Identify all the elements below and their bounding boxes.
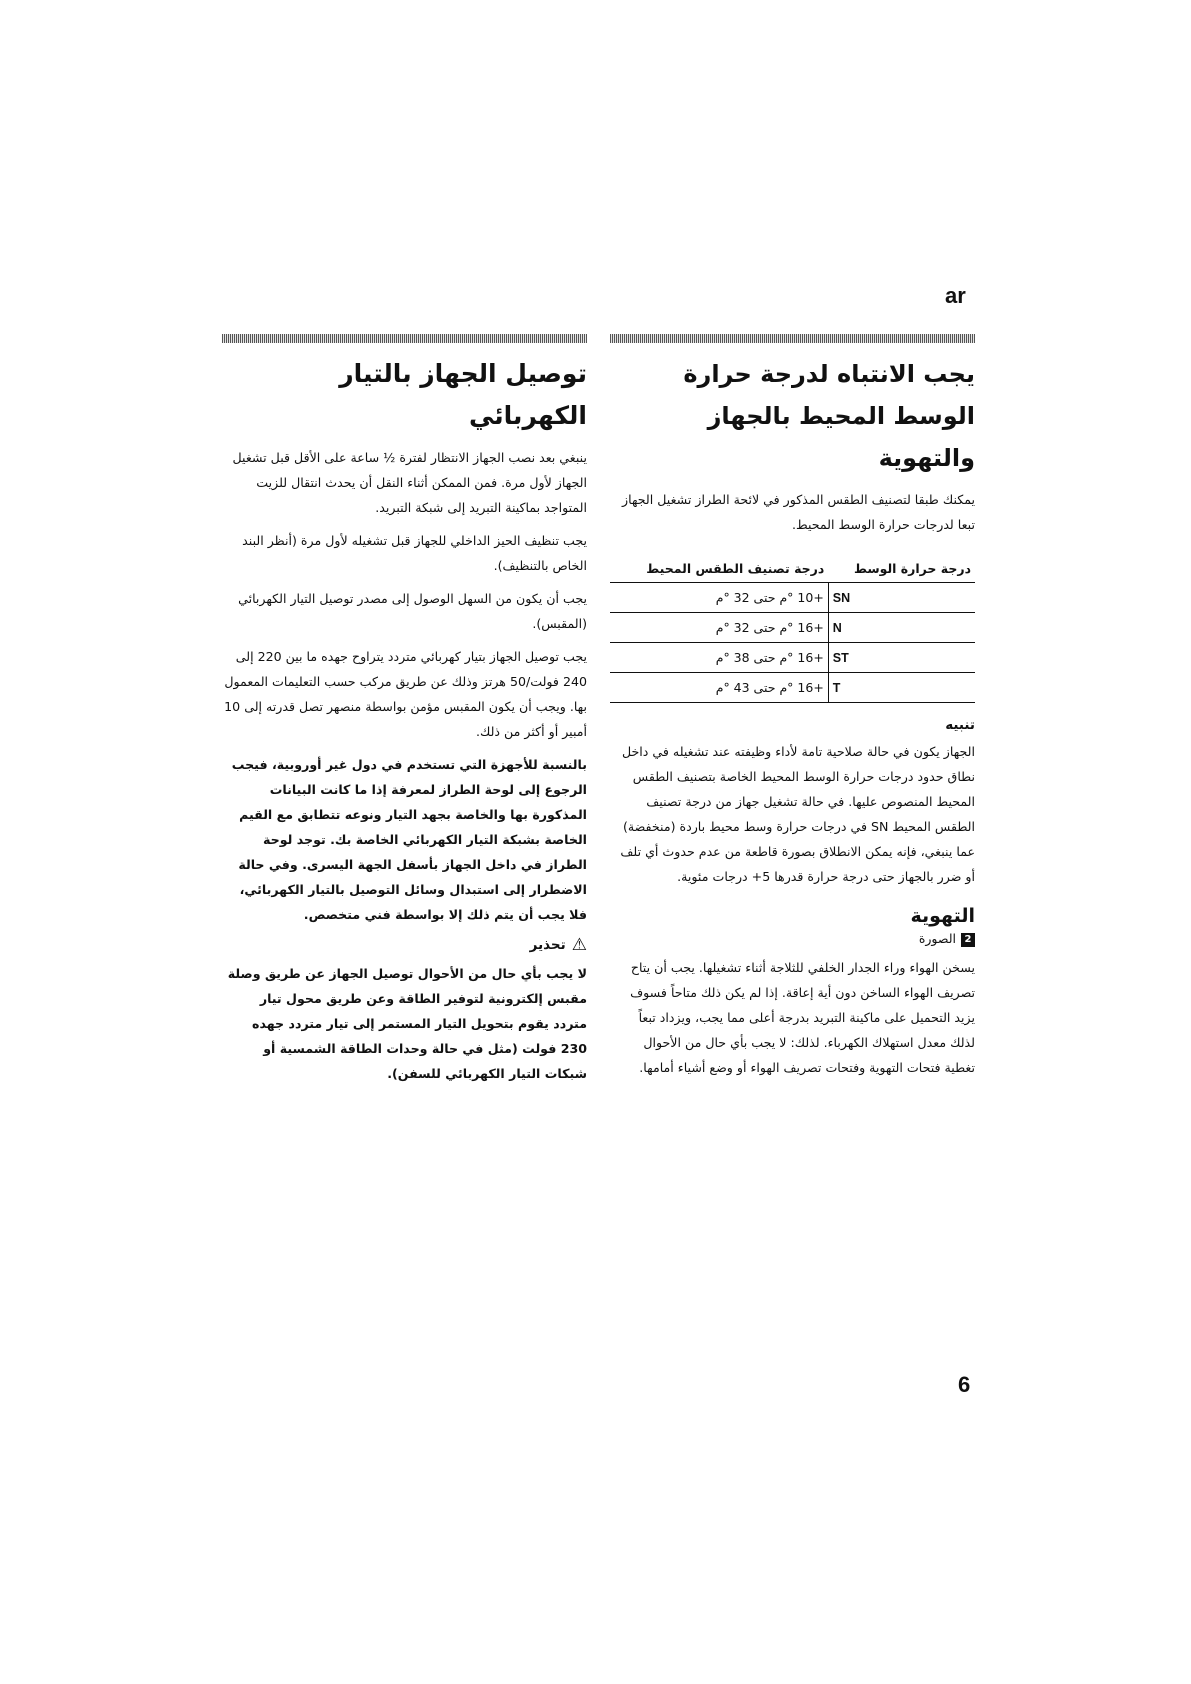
section-electrical-connection <box>222 334 587 1094</box>
warning-text: لا يجب بأي حال من الأحوال توصيل الجهاز عن طريق وصلة مقبس إلكترونية لتوفير الطاقة وعن طريق محول تيار متردد يقوم بتحويل التيار المستمر إلى تيار متردد جهده 230 فولت (مثل في حالة وحدات الطاقة الشمسية أو شبكات التيار الكهربائي للسفن). <box>227 966 587 1081</box>
ventilation-heading: التهوية <box>910 905 975 927</box>
figure-reference <box>610 931 975 947</box>
table-header-range: درجة تصنيف الطقس المحيط <box>610 555 828 583</box>
section-divider <box>610 334 975 343</box>
climate-class-cell: ST <box>828 643 975 673</box>
warning-heading <box>222 935 587 955</box>
figure-number-badge: 2 <box>961 933 975 947</box>
climate-class-table <box>610 555 975 703</box>
language-code: ar <box>945 283 966 308</box>
figure-label: الصورة <box>918 931 956 946</box>
climate-class-cell: N <box>828 613 975 643</box>
paragraph-clean-interior: يجب تنظيف الحيز الداخلي للجهاز قبل تشغيله لأول مرة (أنظر البند الخاص بالتنظيف). <box>242 533 587 573</box>
table-header-class: درجة حرارة الوسط <box>828 555 975 583</box>
section-divider <box>222 334 587 343</box>
section-ambient-temperature <box>610 334 975 1088</box>
paragraph-non-european-devices: بالنسبة للأجهزة التي تستخدم في دول غير أوروبية، فيجب الرجوع إلى لوحة الطراز لمعرفة إذا ما كانت البيانات المذكورة بها والخاصة بجهد التيار ونوعه تتطابق مع القيم الخاصة بشبكة التيار الكهربائي الخاصة بك. توجد لوحة الطراز في داخل الجهاز بأسفل الجهة اليسرى. وفي حالة الاضطرار إلى استبدال وسائل التوصيل بالتيار الكهربائي، فلا يجب أن يتم ذلك إلا بواسطة فني متخصص. <box>231 757 587 922</box>
page-number: 6 <box>958 1372 971 1397</box>
table-row <box>610 583 975 613</box>
notice-text: الجهاز يكون في حالة صلاحية تامة لأداء وظيفته عند تشغيله في داخل نطاق حدود درجات حرارة الوسط المحيط الخاصة بتصنيف الطقس المحيط المنصوص عليها. في حالة تشغيل جهاز من درجة تصنيف الطقس المحيط SN في درجات حرارة وسط محيط باردة (منخفضة) عما ينبغي، فإنه يمكن الانطلاق بصورة قاطعة من عدم حدوث أي تلف أو ضرر بالجهاز حتى درجة حرارة قدرها 5+ درجات مئوية. <box>620 744 975 884</box>
temperature-range-cell: +10 °م حتى 32 °م <box>610 583 828 613</box>
climate-intro-text: يمكنك طبقا لتصنيف الطقس المذكور في لائحة الطراز تشغيل الجهاز تبعا لدرجات حرارة الوسط المحيط. <box>622 492 975 532</box>
heading-electrical-connection: توصيل الجهاز بالتيار الكهربائي <box>339 359 587 430</box>
temperature-range-cell: +16 °م حتى 32 °م <box>610 613 828 643</box>
temperature-range-cell: +16 °م حتى 38 °م <box>610 643 828 673</box>
heading-ambient-temperature: يجب الانتباه لدرجة حرارة الوسط المحيط بالجهاز والتهوية <box>683 360 975 472</box>
climate-class-cell: SN <box>828 583 975 613</box>
ventilation-text: يسخن الهواء وراء الجدار الخلفي للثلاجة أثناء تشغيلها. يجب أن يتاح تصريف الهواء الساخن دون أية إعاقة. إذا لم يكن ذلك متاحاً فسوف يزيد التحميل على ماكينة التبريد بدرجة أعلى مما يجب، ويزداد تبعاً لذلك معدل استهلاك الكهرباء. لذلك: لا يجب بأي حال من الأحوال تغطية فتحات التهوية وفتحات تصريف الهواء أو وضع أشياء أمامها. <box>630 959 975 1075</box>
climate-class-cell: T <box>828 673 975 703</box>
table-row <box>610 613 975 643</box>
table-row <box>610 673 975 703</box>
notice-title: تنبيه <box>945 717 975 733</box>
temperature-range-cell: +16 °م حتى 43 °م <box>610 673 828 703</box>
paragraph-socket-access: يجب أن يكون من السهل الوصول إلى مصدر توصيل التيار الكهربائي (المقبس). <box>238 591 587 631</box>
paragraph-wait-before-use: ينبغي بعد نصب الجهاز الانتظار لفترة ½ ساعة على الأقل قبل تشغيل الجهاز لأول مرة. فمن الممكن أثناء النقل أن يحدث انتقال للزيت المتواجد بماكينة التبريد إلى شبكة التبريد. <box>232 450 587 515</box>
paragraph-voltage-requirements: يجب توصيل الجهاز بتيار كهربائي متردد يتراوح جهده ما بين 220 إلى 240 فولت/50 هرتز وذلك عن طريق مركب حسب التعليمات المعمول بها. ويجب أن يكون المقبس مؤمن بواسطة منصهر تصل قدرته إلى 10 أمبير أو أكثر من ذلك. <box>224 649 587 739</box>
warning-triangle-icon: ⚠ <box>571 935 587 955</box>
warning-title: تحذير <box>529 937 566 953</box>
table-row <box>610 643 975 673</box>
